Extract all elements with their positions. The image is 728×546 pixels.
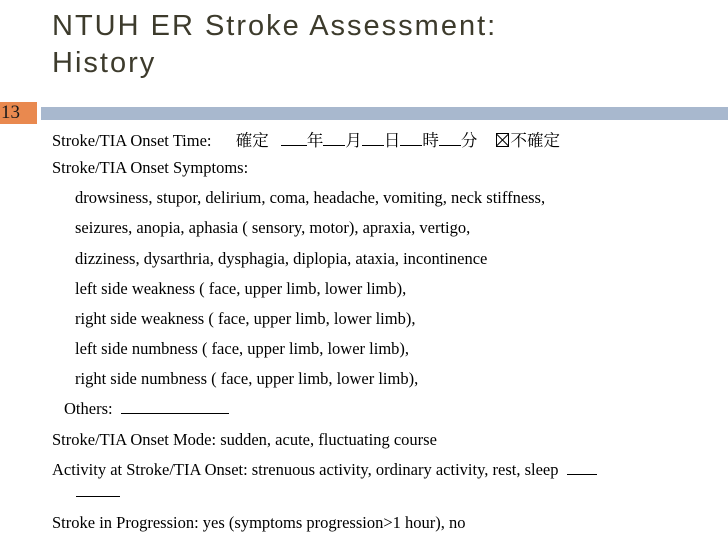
right-numbness-row: right side numbness ( face, upper limb, lower limb), — [75, 369, 419, 388]
left-weakness-row: left side weakness ( face, upper limb, lower limb), — [75, 279, 407, 298]
slide-number: 13 — [0, 102, 37, 124]
onset-time-row — [52, 127, 560, 151]
month-blank[interactable] — [323, 131, 345, 146]
year-label: 年 — [306, 131, 324, 150]
onset-time-uncertain: 不確定 — [510, 131, 561, 150]
year-blank[interactable] — [281, 131, 307, 146]
symptoms-label: Stroke/TIA Onset Symptoms: — [52, 158, 249, 177]
slide-title-line-2: History — [52, 47, 157, 79]
activity-row — [52, 460, 597, 480]
title-divider-bar — [41, 107, 728, 120]
uncertain-checkbox[interactable] — [496, 133, 509, 147]
onset-mode-row: Stroke/TIA Onset Mode: sudden, acute, fluctuating course — [52, 430, 437, 449]
month-label: 月 — [345, 131, 362, 150]
left-numbness-row: left side numbness ( face, upper limb, lower limb), — [75, 339, 410, 358]
others-label: Others: — [64, 399, 113, 418]
activity-blank-2[interactable] — [76, 482, 120, 497]
symptoms-row-1: drowsiness, stupor, delirium, coma, headache, vomiting, neck stiffness, — [75, 188, 546, 207]
right-weakness-row: right side weakness ( face, upper limb, lower limb), — [75, 309, 416, 328]
day-blank[interactable] — [362, 131, 384, 146]
others-row — [64, 399, 229, 419]
minute-label: 分 — [460, 131, 478, 150]
onset-time-certain[interactable]: 確定 — [235, 131, 269, 150]
onset-time-label: Stroke/TIA Onset Time: — [52, 131, 212, 150]
day-label: 日 — [383, 131, 401, 150]
activity-blank[interactable] — [567, 460, 597, 475]
symptoms-row-2: seizures, anopia, aphasia ( sensory, motor), apraxia, vertigo, — [75, 218, 471, 237]
slide-title-line-1: NTUH ER Stroke Assessment: — [52, 10, 498, 42]
minute-blank[interactable] — [439, 131, 461, 146]
hour-label: 時 — [422, 131, 439, 150]
slide-title — [52, 8, 497, 82]
others-blank[interactable] — [121, 399, 229, 414]
activity-text: Activity at Stroke/TIA Onset: strenuous activity, ordinary activity, rest, sleep — [52, 460, 559, 479]
activity-blank-row-2 — [76, 482, 120, 502]
symptoms-row-3: dizziness, dysarthria, dysphagia, diplopia, ataxia, incontinence — [75, 249, 488, 268]
progression-row: Stroke in Progression: yes (symptoms progression>1 hour), no — [52, 513, 466, 532]
hour-blank[interactable] — [400, 131, 422, 146]
